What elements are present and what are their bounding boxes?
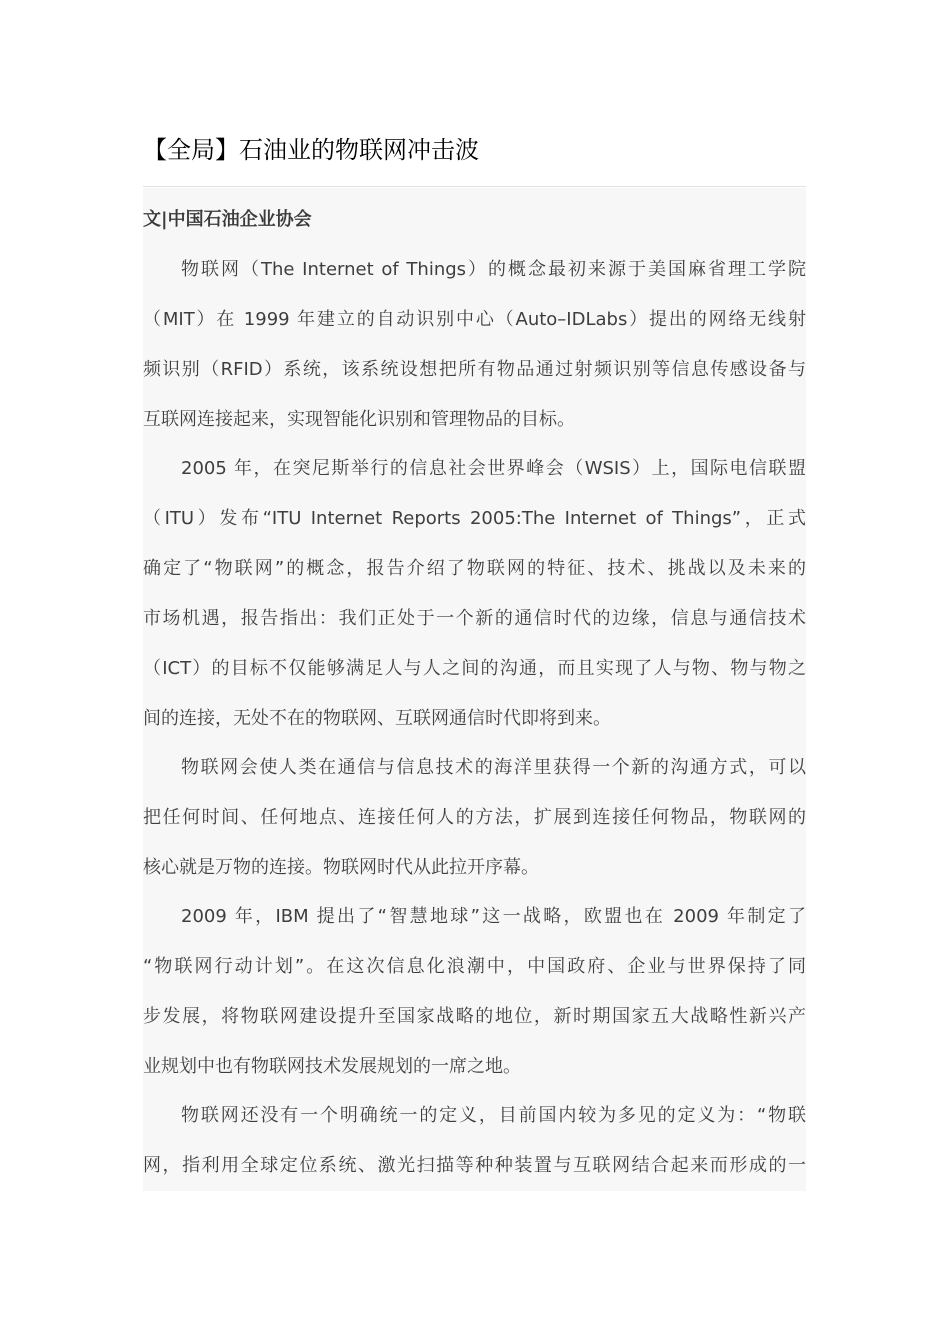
paragraph-line: 互联网连接起来，实现智能化识别和管理物品的目标。 bbox=[143, 409, 575, 430]
paragraph-line: 物联网（The Internet of Things）的概念最初来源于美国麻省理工学院 bbox=[181, 259, 806, 280]
article-title: 【全局】石油业的物联网冲击波 bbox=[143, 136, 479, 164]
paragraph-line: 网，指利用全球定位系统、激光扫描等种种装置与互联网结合起来而形成的一 bbox=[143, 1155, 806, 1176]
paragraph-line: （ICT）的目标不仅能够满足人与人之间的沟通，而且实现了人与物、物与物之 bbox=[143, 658, 806, 679]
paragraph-line: 步发展，将物联网建设提升至国家战略的地位，新时期国家五大战略性新兴产 bbox=[143, 1006, 806, 1027]
paragraph-line: 业规划中也有物联网技术发展规划的一席之地。 bbox=[143, 1056, 521, 1077]
paragraph bbox=[143, 245, 806, 445]
paragraph bbox=[143, 743, 806, 893]
paragraph-line: 把任何时间、任何地点、连接任何人的方法，扩展到连接任何物品，物联网的 bbox=[143, 807, 806, 828]
paragraph-line: 物联网会使人类在通信与信息技术的海洋里获得一个新的沟通方式，可以 bbox=[181, 757, 806, 778]
paragraph-line: 间的连接，无处不在的物联网、互联网通信时代即将到来。 bbox=[143, 708, 611, 729]
paragraph-line: 频识别（RFID）系统，该系统设想把所有物品通过射频识别等信息传感设备与 bbox=[143, 359, 806, 380]
paragraph-line: 物联网还没有一个明确统一的定义，目前国内较为多见的定义为：“物联 bbox=[181, 1105, 806, 1126]
paragraph-line: 2005 年，在突尼斯举行的信息社会世界峰会（WSIS）上，国际电信联盟 bbox=[181, 458, 806, 479]
title-divider bbox=[143, 186, 806, 187]
paragraph-line: 核心就是万物的连接。物联网时代从此拉开序幕。 bbox=[143, 857, 539, 878]
paragraph-line: 确定了“物联网”的概念，报告介绍了物联网的特征、技术、挑战以及未来的 bbox=[143, 558, 806, 579]
article-body bbox=[143, 188, 806, 1191]
paragraph-line: “物联网行动计划”。在这次信息化浪潮中，中国政府、企业与世界保持了同 bbox=[143, 956, 806, 977]
paragraph-line: （MIT）在 1999 年建立的自动识别中心（Auto–IDLabs）提出的网络无线射 bbox=[143, 309, 806, 330]
paragraph bbox=[143, 1091, 806, 1191]
paragraph bbox=[143, 892, 806, 1092]
paragraph-line: （ITU）发布“ITU Internet Reports 2005:The Internet of Things”，正式 bbox=[143, 508, 806, 529]
paragraph-line: 2009 年，IBM 提出了“智慧地球”这一战略，欧盟也在 2009 年制定了 bbox=[181, 906, 806, 927]
article-byline: 文|中国石油企业协会 bbox=[143, 209, 312, 230]
paragraph-line: 市场机遇，报告指出：我们正处于一个新的通信时代的边缘，信息与通信技术 bbox=[143, 608, 806, 629]
paragraph bbox=[143, 444, 806, 744]
